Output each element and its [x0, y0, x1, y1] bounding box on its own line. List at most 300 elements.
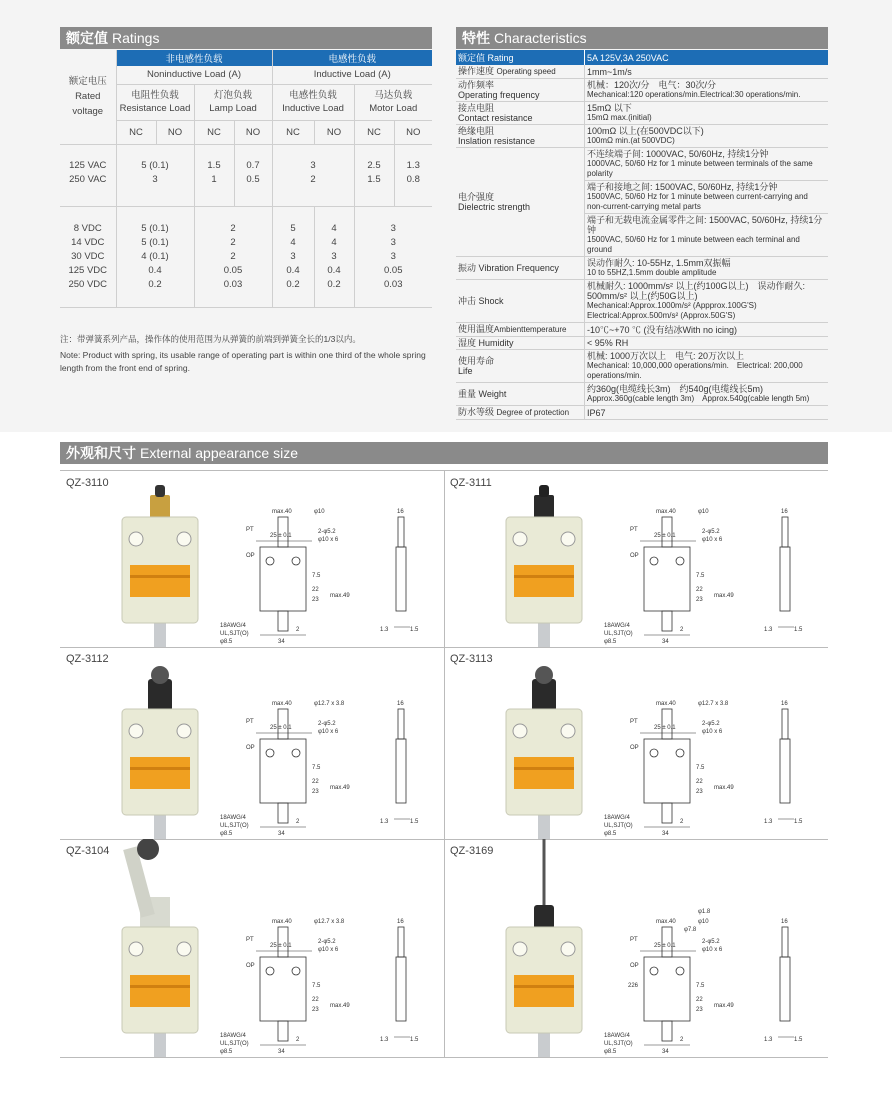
product-cell [60, 471, 444, 647]
dim-23: 23 [312, 789, 319, 795]
dim-22: 22 [312, 779, 319, 785]
actuator-outline [662, 709, 672, 739]
value-cell: 4 [272, 235, 314, 249]
rated-voltage-en2: voltage [72, 106, 104, 118]
dim-75: 7.5 [696, 765, 705, 771]
nc-label: NC [116, 120, 156, 144]
table-row [456, 79, 828, 102]
cable-spec: UL,SJT(O) [220, 1041, 249, 1047]
row-label-cn: 重量 [458, 389, 477, 399]
nc-label: NC [354, 120, 394, 144]
products-grid [60, 470, 828, 1058]
value-cell: 0.7 [234, 159, 272, 173]
side-outline [780, 957, 790, 1021]
row-value-en: Mechanical:Approx.1000m/s² (Appprox.100G'S) Electrical:Approx.500m/s² (Approx.50G'S) [587, 301, 765, 320]
value-cell: 3 [354, 235, 432, 249]
voltage-cell: 250 VDC [68, 278, 108, 290]
dim-op: OP [246, 963, 255, 969]
dim-max49: max.49 [714, 1003, 734, 1009]
row-value: 1mm~1m/s [585, 65, 829, 79]
row-value: 误动作耐久: 10-55Hz, 1.5mm双振幅 [587, 258, 731, 268]
product-label [130, 565, 190, 597]
row-value: < 95% RH [585, 337, 829, 350]
dim-holes: 2-φ5.2 [702, 939, 720, 945]
product-label [514, 565, 574, 597]
hole-outline [676, 749, 684, 757]
dim-23: 23 [312, 1007, 319, 1013]
product-svg [444, 647, 828, 839]
cable-spec: UL,SJT(O) [604, 631, 633, 637]
cable [154, 622, 166, 647]
row-value: 机械: 1000万次以上 电气: 20万次以上 [587, 351, 745, 361]
value-cell: 4 [314, 221, 354, 235]
rated-voltage-en1: Rated [75, 91, 101, 103]
dim-25: 25 ± 0.1 [270, 725, 292, 731]
hole-outline [292, 749, 300, 757]
cable-spec: UL,SJT(O) [604, 823, 633, 829]
value-cell: 2 [194, 221, 272, 235]
dim-22: 22 [696, 587, 703, 593]
cable-outline [662, 611, 672, 631]
appearance-title-cn: 外观和尺寸 [66, 445, 136, 461]
inductive-group-en: Inductive Load (A) [272, 66, 432, 84]
dim-phi10x6: φ10 x 6 [702, 729, 723, 735]
dim-75: 7.5 [696, 573, 705, 579]
rated-voltage-cn: 额定电压 [68, 76, 107, 88]
value-cell: 5 (0.1) [116, 235, 194, 249]
voltage-cell: 30 VDC [71, 250, 105, 262]
hole-outline [650, 749, 658, 757]
side-actuator-outline [398, 517, 404, 547]
product-svg [60, 647, 444, 839]
lamp-en: Lamp Load [209, 103, 257, 114]
dim-75: 7.5 [312, 765, 321, 771]
row-label-en: Contact resistance [458, 113, 533, 123]
dim-2: 2 [680, 819, 684, 825]
dim-pt: PT [630, 719, 638, 725]
dim-pt: PT [246, 937, 254, 943]
cable-spec: φ8.5 [220, 831, 233, 837]
dimension-drawing [604, 509, 803, 645]
product-cell [444, 839, 828, 1057]
dim-16: 16 [397, 509, 404, 515]
side-outline [396, 957, 406, 1021]
dimension-drawing [220, 701, 419, 837]
dim-phi10x6: φ10 x 6 [702, 947, 723, 953]
value-cell: 4 [314, 235, 354, 249]
dimension-drawing [220, 919, 419, 1055]
roller-icon [151, 666, 169, 684]
dim-op: OP [630, 963, 639, 969]
front-outline [260, 547, 306, 611]
dim-16: 16 [781, 701, 788, 707]
table-row [456, 102, 828, 125]
label-stripe [130, 985, 190, 988]
cable-spec: 18AWG/4 [604, 623, 630, 629]
actuator-outline [278, 927, 288, 957]
value-cell: 2 [272, 173, 354, 187]
row-label-cn: 接点电阻 [458, 103, 495, 113]
value-cell: 0.5 [234, 173, 272, 187]
value-cell: 0.2 [314, 277, 354, 291]
row-label-cn: 振动 [458, 263, 477, 273]
value-cell: 3 [272, 159, 354, 173]
dim-25: 25 ± 0.1 [654, 943, 676, 949]
value-cell: 0.8 [394, 173, 432, 187]
dimension-drawing [220, 509, 419, 645]
dim-13: 1.3 [764, 819, 773, 825]
dielectric-item-en: 1500VAC, 50/60 Hz for 1 minute between each terminal and ground [587, 235, 800, 254]
appearance-title-en: External appearance size [140, 445, 298, 461]
row-label-cn: 操作速度 [458, 66, 495, 76]
row-value-en: 100mΩ min.(at 500VDC) [587, 136, 675, 145]
cable-spec: UL,SJT(O) [220, 631, 249, 637]
no-label: NO [234, 120, 272, 144]
hole-outline [266, 967, 274, 975]
voltage-cell: 125 VDC [68, 264, 108, 276]
cable-outline [278, 1021, 288, 1041]
actuator [534, 905, 554, 929]
front-outline [644, 547, 690, 611]
actuator [534, 495, 554, 519]
screw-hole-icon [177, 942, 191, 956]
table-row [456, 337, 828, 350]
appearance-header [60, 442, 828, 464]
cable-outline [278, 611, 288, 631]
hole-outline [650, 967, 658, 975]
dim-23: 23 [696, 597, 703, 603]
dim-15: 1.5 [794, 627, 803, 633]
actuator-outline [278, 517, 288, 547]
row-value: 15mΩ 以下 [587, 103, 632, 113]
nc-label: NC [194, 120, 234, 144]
dielectric-label-cn: 电介强度 [458, 192, 495, 202]
dim-22: 22 [312, 587, 319, 593]
dim-13: 1.3 [380, 627, 389, 633]
model-name: QZ-3111 [450, 477, 492, 489]
dim-34: 34 [278, 831, 285, 837]
value-cell: 0.4 [314, 263, 354, 277]
lamp-load-header [194, 84, 272, 120]
side-actuator-outline [782, 927, 788, 957]
screw-hole-icon [129, 532, 143, 546]
dim-max40: max.40 [656, 509, 676, 515]
side-outline [780, 547, 790, 611]
actuator [150, 495, 170, 519]
row-label-en: Ambienttemperature [494, 325, 567, 334]
inductive-load-header [272, 84, 354, 120]
voltage-cell: 250 VAC [69, 174, 107, 185]
row-label-en: Degree of protection [496, 408, 570, 417]
dim-25: 25 ± 0.1 [654, 533, 676, 539]
value-cell: 0.03 [354, 277, 432, 291]
voltage-cell: 8 VDC [73, 222, 102, 234]
dim-2: 2 [296, 627, 300, 633]
dielectric-item-cn: 端子和接地之间: 1500VAC, 50/60Hz, 持续1分钟 [587, 182, 778, 192]
side-actuator-outline [782, 517, 788, 547]
product-label [130, 757, 190, 789]
row-value-en: Mechanical:120 operations/min.Electrical:30 operations/min. [587, 90, 801, 99]
ratings-note-en: Note: Product with spring, its usable range of operating part is within one third of the whole spring length from the front end of spring. [60, 350, 426, 373]
dim-phi: φ10 [698, 509, 709, 515]
characteristics-table [456, 50, 828, 420]
motor-en: Motor Load [369, 103, 418, 114]
row-label-cn: 绝缘电阻 [458, 126, 495, 136]
side-outline [780, 739, 790, 803]
dim-op: OP [630, 745, 639, 751]
row-label-cn: 使用寿命 [458, 356, 495, 366]
dim-max49: max.49 [330, 593, 350, 599]
ratings-note-cn: 注：带弹簧系列产品，操作体的使用范围为从弹簧的前端到弹簧全长的1/3以内。 [60, 334, 361, 344]
dim-max40: max.40 [272, 919, 292, 925]
dim-holes: 2-φ5.2 [702, 529, 720, 535]
product-cell [60, 647, 444, 839]
value-cell: 0.2 [116, 277, 194, 291]
table-row [456, 257, 828, 280]
front-outline [260, 957, 306, 1021]
dim-phi: φ12.7 x 3.8 [698, 701, 729, 707]
dim-13: 1.3 [380, 819, 389, 825]
table-row [456, 280, 828, 323]
value-cell: 2 [194, 249, 272, 263]
rated-voltage-header [60, 50, 116, 144]
dim-holes: 2-φ5.2 [702, 721, 720, 727]
row-label-en: Vibration Frequency [478, 263, 559, 273]
dim-phi10x6: φ10 x 6 [318, 729, 339, 735]
table-row [456, 148, 828, 181]
dim-holes: 2-φ5.2 [318, 529, 336, 535]
cable-spec: φ8.5 [604, 1049, 617, 1055]
value-cell: 3 [354, 249, 432, 263]
hole-outline [676, 557, 684, 565]
product-label [514, 757, 574, 789]
value-cell: 1 [194, 173, 234, 187]
product-label [514, 975, 574, 1007]
product-svg [60, 839, 444, 1057]
row-label-cn: 动作频率 [458, 80, 495, 90]
cable [154, 814, 166, 839]
cable-spec: 18AWG/4 [604, 1033, 630, 1039]
label-stripe [514, 985, 574, 988]
no-label: NO [394, 120, 432, 144]
dim-phi: φ12.7 x 3.8 [314, 701, 345, 707]
nc-label: NC [272, 120, 314, 144]
cable-spec: UL,SJT(O) [220, 823, 249, 829]
table-row [60, 221, 432, 235]
row-label-en: Operating frequency [458, 90, 540, 100]
hole-outline [266, 749, 274, 757]
front-outline [260, 739, 306, 803]
roller-icon [535, 666, 553, 684]
value-cell: 3 [272, 249, 314, 263]
value-cell: 0.4 [272, 263, 314, 277]
model-name: QZ-3112 [66, 653, 109, 665]
dim-75: 7.5 [312, 983, 321, 989]
dim-16: 16 [781, 919, 788, 925]
dim-2: 2 [296, 1037, 300, 1043]
dim-phi78: φ7.8 [684, 927, 697, 933]
rating-label-en: Rating [487, 52, 514, 63]
voltage-cell: 125 VAC [69, 160, 107, 171]
value-cell: 1.3 [394, 159, 432, 173]
dim-13: 1.3 [764, 627, 773, 633]
row-label-cn: 使用温度 [458, 324, 495, 334]
characteristics-header [456, 27, 828, 49]
dim-226: 226 [628, 983, 639, 989]
cable [538, 1032, 550, 1057]
dim-pt: PT [246, 719, 254, 725]
dim-max49: max.49 [714, 593, 734, 599]
actuator-outline [662, 517, 672, 547]
lamp-cn: 灯泡负载 [213, 90, 252, 101]
table-row [60, 249, 432, 263]
dim-phi: φ10 [698, 919, 709, 925]
screw-hole-icon [513, 942, 527, 956]
dim-34: 34 [662, 831, 669, 837]
voltage-cell: 14 VDC [71, 236, 105, 248]
dim-15: 1.5 [410, 627, 419, 633]
dim-op: OP [246, 745, 255, 751]
dim-25: 25 ± 0.1 [270, 533, 292, 539]
dim-34: 34 [662, 1049, 669, 1055]
product-cell [60, 839, 444, 1057]
dim-op: OP [630, 553, 639, 559]
motor-cn: 马达负载 [374, 90, 413, 101]
value-cell: 0.2 [272, 277, 314, 291]
front-outline [644, 739, 690, 803]
rating-value: 5A 125V,3A 250VAC [585, 50, 829, 65]
label-stripe [130, 767, 190, 770]
dim-23: 23 [312, 597, 319, 603]
product-label [130, 975, 190, 1007]
value-cell: 1.5 [354, 173, 394, 187]
ratings-header [60, 27, 432, 49]
row-value: -10℃~+70 ℃ (没有结冰With no icing) [585, 323, 829, 337]
row-label-cn: 冲击 [458, 296, 477, 306]
dim-16: 16 [781, 509, 788, 515]
value-cell: 0.05 [194, 263, 272, 277]
screw-hole-icon [129, 724, 143, 738]
plunger-cap [155, 485, 165, 497]
inductive-en: Inductive Load [282, 103, 344, 114]
screw-hole-icon [561, 942, 575, 956]
dim-phi: φ12.7 x 3.8 [314, 919, 345, 925]
dim-op: OP [246, 553, 255, 559]
side-actuator-outline [398, 709, 404, 739]
cable-spec: φ8.5 [604, 639, 617, 645]
row-value: 机械耐久: 1000mm/s² 以上(约100G以上) 误动作耐久: 500mm/s² 以上(约50G以上) [587, 281, 806, 301]
row-label-en: Humidity [478, 338, 514, 348]
rating-label-cn: 额定值 [458, 52, 486, 63]
side-actuator-outline [782, 709, 788, 739]
cable-outline [662, 1021, 672, 1041]
no-label: NO [156, 120, 194, 144]
value-cell: 0.03 [194, 277, 272, 291]
roller-icon [137, 839, 159, 860]
row-value-en: 15mΩ max.(initial) [587, 113, 652, 122]
dim-13: 1.3 [764, 1037, 773, 1043]
dim-22: 22 [696, 997, 703, 1003]
product-cell [444, 647, 828, 839]
row-label-en: Weight [478, 389, 507, 399]
resistance-load-header [116, 84, 194, 120]
product-svg [60, 471, 444, 647]
dim-15: 1.5 [794, 1037, 803, 1043]
resistance-cn: 电阻性负载 [131, 90, 179, 101]
row-value-en: Approx.360g(cable length 3m) Approx.540g(cable length 5m) [587, 394, 810, 403]
dimension-drawing [604, 909, 803, 1055]
model-name: QZ-3169 [450, 845, 494, 857]
row-label-en: Shock [478, 296, 504, 306]
dim-34: 34 [278, 639, 285, 645]
dim-34: 34 [662, 639, 669, 645]
dim-16: 16 [397, 919, 404, 925]
dim-phi10x6: φ10 x 6 [318, 537, 339, 543]
dim-phi18: φ1.8 [698, 909, 711, 915]
label-stripe [514, 575, 574, 578]
table-row [456, 125, 828, 148]
cable-outline [662, 803, 672, 823]
table-row [60, 159, 432, 173]
hole-outline [266, 557, 274, 565]
dim-max40: max.40 [656, 701, 676, 707]
dim-max49: max.49 [330, 785, 350, 791]
product-svg [444, 471, 828, 647]
motor-load-header [354, 84, 432, 120]
screw-hole-icon [513, 532, 527, 546]
dim-max40: max.40 [656, 919, 676, 925]
screw-hole-icon [561, 724, 575, 738]
screw-hole-icon [513, 724, 527, 738]
no-label: NO [314, 120, 354, 144]
label-stripe [514, 767, 574, 770]
cable-spec: φ8.5 [220, 1049, 233, 1055]
dielectric-item-cn: 端子和无载电流金属零件之间: 1500VAC, 50/60Hz, 持续1分钟 [587, 215, 823, 235]
resistance-en: Resistance Load [119, 103, 191, 114]
table-row [456, 350, 828, 383]
table-row [456, 383, 828, 406]
dim-holes: 2-φ5.2 [318, 939, 336, 945]
dim-holes: 2-φ5.2 [318, 721, 336, 727]
table-row [60, 235, 432, 249]
dielectric-item-en: 1500VAC, 50/60 Hz for 1 minute between current-carrying and non-current-carrying metal parts [587, 192, 808, 211]
actuator-outline [278, 709, 288, 739]
dim-13: 1.3 [380, 1037, 389, 1043]
screw-hole-icon [129, 942, 143, 956]
cable-spec: 18AWG/4 [220, 623, 246, 629]
hole-outline [676, 967, 684, 975]
cable-spec: UL,SJT(O) [604, 1041, 633, 1047]
side-actuator-outline [398, 927, 404, 957]
dim-pt: PT [246, 527, 254, 533]
row-value: 机械：120次/分 电气：30次/分 [587, 80, 717, 90]
value-cell: 4 (0.1) [116, 249, 194, 263]
dim-15: 1.5 [410, 1037, 419, 1043]
row-value: IP67 [585, 406, 829, 420]
dim-25: 25 ± 0.1 [270, 943, 292, 949]
cable-outline [278, 803, 288, 823]
plunger-cap [539, 485, 549, 497]
dim-2: 2 [296, 819, 300, 825]
cable [538, 622, 550, 647]
dim-23: 23 [696, 789, 703, 795]
value-cell: 5 (0.1) [116, 159, 194, 173]
label-stripe [130, 575, 190, 578]
cable [154, 1032, 166, 1057]
model-name: QZ-3104 [66, 845, 110, 857]
row-value: 约360g(电缆线长3m) 约540g(电缆线长5m) [587, 384, 764, 394]
product-cell [444, 471, 828, 647]
